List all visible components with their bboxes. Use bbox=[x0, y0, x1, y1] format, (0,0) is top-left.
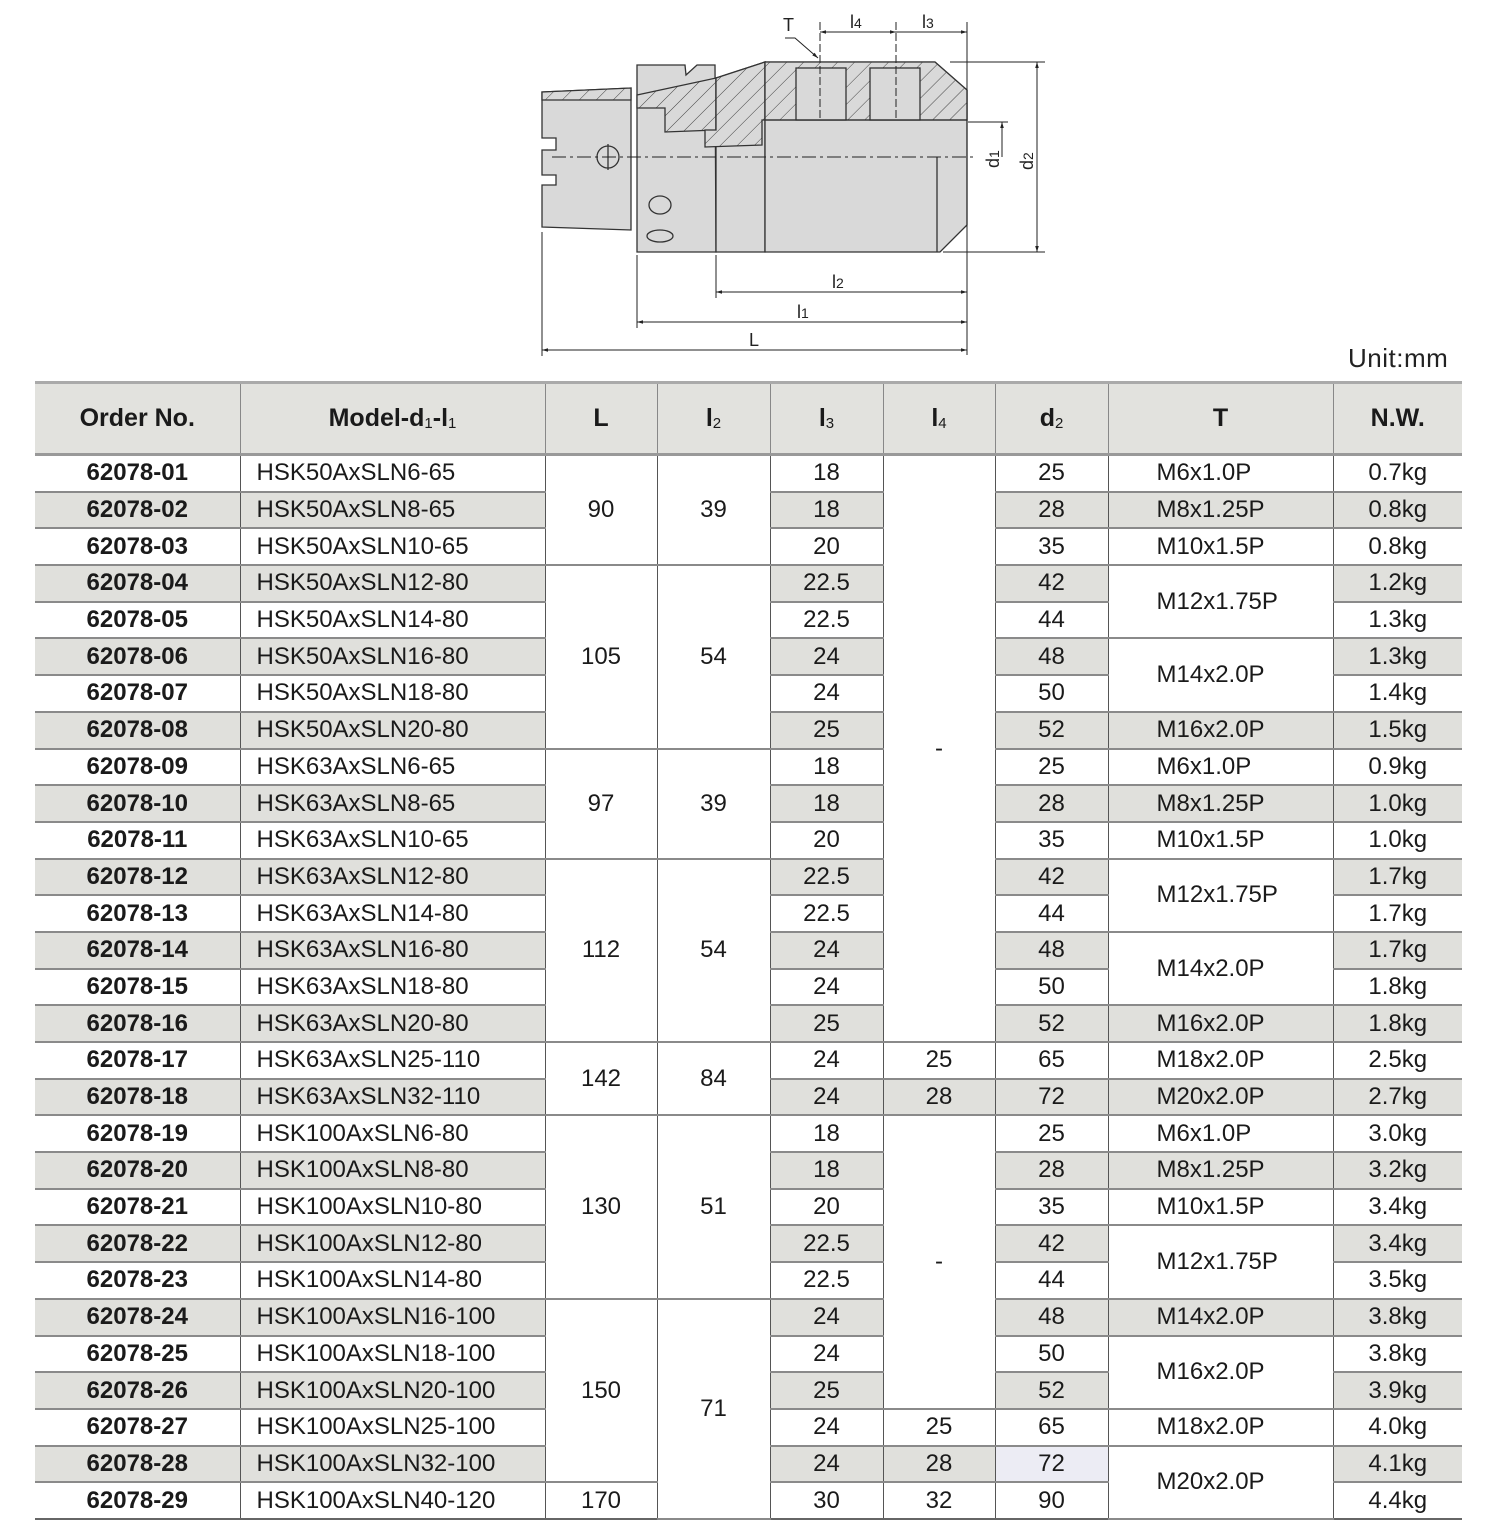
table-body bbox=[35, 455, 1462, 1519]
l3-cell: 24 bbox=[770, 932, 883, 969]
header-text: N.W. bbox=[1370, 404, 1425, 432]
model-cell: HSK100AxSLN25-100 bbox=[240, 1409, 545, 1446]
net-weight-cell: 1.8kg bbox=[1333, 1005, 1462, 1042]
l4-cell: 28 bbox=[883, 1446, 995, 1483]
model-cell: HSK100AxSLN10-80 bbox=[240, 1189, 545, 1226]
net-weight-cell: 2.5kg bbox=[1333, 1042, 1462, 1079]
d2-cell: 90 bbox=[995, 1482, 1108, 1519]
label-T: T bbox=[783, 15, 794, 35]
model-cell: HSK63AxSLN20-80 bbox=[240, 1005, 545, 1042]
d2-cell: 50 bbox=[995, 675, 1108, 712]
order-no-cell: 62078-07 bbox=[35, 675, 240, 712]
d2-cell: 65 bbox=[995, 1409, 1108, 1446]
net-weight-cell: 0.8kg bbox=[1333, 528, 1462, 565]
l3-cell: 18 bbox=[770, 455, 883, 492]
label-l3: l3 bbox=[922, 12, 934, 32]
label-l2: l2 bbox=[832, 272, 844, 292]
l3-cell: 24 bbox=[770, 638, 883, 675]
net-weight-cell: 1.0kg bbox=[1333, 785, 1462, 822]
L-cell: 150 bbox=[545, 1299, 657, 1482]
l3-cell: 24 bbox=[770, 1409, 883, 1446]
net-weight-cell: 1.7kg bbox=[1333, 932, 1462, 969]
L-cell: 90 bbox=[545, 455, 657, 566]
d2-cell: 42 bbox=[995, 565, 1108, 602]
header-subscript: 1 bbox=[424, 415, 433, 432]
net-weight-cell: 1.2kg bbox=[1333, 565, 1462, 602]
net-weight-cell: 3.8kg bbox=[1333, 1336, 1462, 1373]
l3-cell: 18 bbox=[770, 492, 883, 529]
model-cell: HSK63AxSLN12-80 bbox=[240, 859, 545, 896]
header-l2 bbox=[657, 383, 770, 455]
net-weight-cell: 3.5kg bbox=[1333, 1262, 1462, 1299]
model-cell: HSK63AxSLN14-80 bbox=[240, 895, 545, 932]
d2-cell: 44 bbox=[995, 1262, 1108, 1299]
l2-cell: 39 bbox=[657, 749, 770, 859]
order-no-cell: 62078-23 bbox=[35, 1262, 240, 1299]
table-row bbox=[35, 455, 1462, 492]
order-no-cell: 62078-04 bbox=[35, 565, 240, 602]
l3-cell: 20 bbox=[770, 528, 883, 565]
order-no-cell: 62078-22 bbox=[35, 1225, 240, 1262]
d2-cell: 52 bbox=[995, 1005, 1108, 1042]
table-row bbox=[35, 1299, 1462, 1336]
l3-cell: 22.5 bbox=[770, 565, 883, 602]
thread-cell: M10x1.5P bbox=[1108, 1189, 1333, 1226]
net-weight-cell: 4.1kg bbox=[1333, 1446, 1462, 1483]
l4-cell: 28 bbox=[883, 1079, 995, 1116]
l2-cell: 54 bbox=[657, 565, 770, 748]
l2-cell: 84 bbox=[657, 1042, 770, 1115]
l3-cell: 24 bbox=[770, 969, 883, 1006]
thread-cell: M14x2.0P bbox=[1108, 932, 1333, 1005]
order-no-cell: 62078-17 bbox=[35, 1042, 240, 1079]
order-no-cell: 62078-21 bbox=[35, 1189, 240, 1226]
header-T bbox=[1108, 383, 1333, 455]
tool-holder-drawing bbox=[0, 0, 1485, 370]
d2-cell: 28 bbox=[995, 1152, 1108, 1189]
net-weight-cell: 1.3kg bbox=[1333, 638, 1462, 675]
header-l3 bbox=[770, 383, 883, 455]
model-cell: HSK100AxSLN8-80 bbox=[240, 1152, 545, 1189]
model-cell: HSK100AxSLN6-80 bbox=[240, 1115, 545, 1152]
model-cell: HSK100AxSLN14-80 bbox=[240, 1262, 545, 1299]
d2-cell: 25 bbox=[995, 1115, 1108, 1152]
L-cell: 97 bbox=[545, 749, 657, 859]
l4-cell: - bbox=[883, 1115, 995, 1409]
order-no-cell: 62078-05 bbox=[35, 602, 240, 639]
d2-cell: 72 bbox=[995, 1446, 1108, 1483]
model-cell: HSK50AxSLN20-80 bbox=[240, 712, 545, 749]
header-subscript: 1 bbox=[448, 415, 457, 432]
thread-cell: M16x2.0P bbox=[1108, 1005, 1333, 1042]
l3-cell: 22.5 bbox=[770, 602, 883, 639]
L-cell: 112 bbox=[545, 859, 657, 1042]
thread-cell: M6x1.0P bbox=[1108, 749, 1333, 786]
model-cell: HSK63AxSLN32-110 bbox=[240, 1079, 545, 1116]
d2-cell: 72 bbox=[995, 1079, 1108, 1116]
thread-cell: M8x1.25P bbox=[1108, 1152, 1333, 1189]
order-no-cell: 62078-28 bbox=[35, 1446, 240, 1483]
label-l4: l4 bbox=[850, 12, 862, 32]
unit-label: Unit:mm bbox=[1348, 343, 1449, 373]
thread-cell: M16x2.0P bbox=[1108, 1336, 1333, 1409]
header-subscript: 2 bbox=[712, 415, 722, 432]
l3-cell: 22.5 bbox=[770, 859, 883, 896]
l4-cell: 25 bbox=[883, 1042, 995, 1079]
model-cell: HSK100AxSLN18-100 bbox=[240, 1336, 545, 1373]
model-cell: HSK100AxSLN40-120 bbox=[240, 1482, 545, 1519]
l4-cell: 32 bbox=[883, 1482, 995, 1519]
order-no-cell: 62078-15 bbox=[35, 969, 240, 1006]
l2-cell: 54 bbox=[657, 859, 770, 1042]
header-subscript: 4 bbox=[938, 415, 947, 432]
l3-cell: 24 bbox=[770, 1336, 883, 1373]
model-cell: HSK50AxSLN16-80 bbox=[240, 638, 545, 675]
net-weight-cell: 1.4kg bbox=[1333, 675, 1462, 712]
l3-cell: 20 bbox=[770, 1189, 883, 1226]
header-text: T bbox=[1212, 404, 1229, 432]
order-no-cell: 62078-26 bbox=[35, 1372, 240, 1409]
header-l4 bbox=[883, 383, 995, 455]
header-L bbox=[545, 383, 657, 455]
model-cell: HSK100AxSLN20-100 bbox=[240, 1372, 545, 1409]
thread-cell: M6x1.0P bbox=[1108, 1115, 1333, 1152]
model-cell: HSK63AxSLN10-65 bbox=[240, 822, 545, 859]
header-subscript: 3 bbox=[825, 415, 835, 432]
order-no-cell: 62078-02 bbox=[35, 492, 240, 529]
thread-cell: M18x2.0P bbox=[1108, 1042, 1333, 1079]
order-no-cell: 62078-10 bbox=[35, 785, 240, 822]
thread-cell: M8x1.25P bbox=[1108, 785, 1333, 822]
l3-cell: 18 bbox=[770, 1115, 883, 1152]
net-weight-cell: 2.7kg bbox=[1333, 1079, 1462, 1116]
net-weight-cell: 1.3kg bbox=[1333, 602, 1462, 639]
net-weight-cell: 1.8kg bbox=[1333, 969, 1462, 1006]
net-weight-cell: 0.9kg bbox=[1333, 749, 1462, 786]
order-no-cell: 62078-08 bbox=[35, 712, 240, 749]
order-no-cell: 62078-13 bbox=[35, 895, 240, 932]
model-cell: HSK63AxSLN8-65 bbox=[240, 785, 545, 822]
model-cell: HSK100AxSLN12-80 bbox=[240, 1225, 545, 1262]
order-no-cell: 62078-25 bbox=[35, 1336, 240, 1373]
order-no-cell: 62078-14 bbox=[35, 932, 240, 969]
l3-cell: 24 bbox=[770, 1042, 883, 1079]
d2-cell: 44 bbox=[995, 602, 1108, 639]
order-no-cell: 62078-01 bbox=[35, 455, 240, 492]
thread-cell: M20x2.0P bbox=[1108, 1079, 1333, 1116]
thread-cell: M16x2.0P bbox=[1108, 712, 1333, 749]
d2-cell: 52 bbox=[995, 712, 1108, 749]
net-weight-cell: 1.0kg bbox=[1333, 822, 1462, 859]
table-header-row bbox=[35, 383, 1462, 455]
model-cell: HSK50AxSLN8-65 bbox=[240, 492, 545, 529]
l3-cell: 22.5 bbox=[770, 895, 883, 932]
order-no-cell: 62078-06 bbox=[35, 638, 240, 675]
order-no-cell: 62078-11 bbox=[35, 822, 240, 859]
hsk-taper bbox=[542, 88, 631, 230]
label-d2: d2 bbox=[1017, 152, 1037, 170]
d2-cell: 50 bbox=[995, 969, 1108, 1006]
header-text: l bbox=[818, 404, 826, 432]
net-weight-cell: 3.9kg bbox=[1333, 1372, 1462, 1409]
header-text: -l bbox=[432, 404, 449, 432]
header-text: l bbox=[705, 404, 713, 432]
table-row bbox=[35, 859, 1462, 896]
table-row bbox=[35, 1042, 1462, 1079]
net-weight-cell: 1.7kg bbox=[1333, 859, 1462, 896]
header-nw bbox=[1333, 383, 1462, 455]
order-no-cell: 62078-29 bbox=[35, 1482, 240, 1519]
d2-cell: 25 bbox=[995, 749, 1108, 786]
thread-cell: M20x2.0P bbox=[1108, 1446, 1333, 1519]
d2-cell: 35 bbox=[995, 822, 1108, 859]
order-no-cell: 62078-20 bbox=[35, 1152, 240, 1189]
net-weight-cell: 3.0kg bbox=[1333, 1115, 1462, 1152]
thread-cell: M6x1.0P bbox=[1108, 455, 1333, 492]
l3-cell: 25 bbox=[770, 1372, 883, 1409]
d2-cell: 44 bbox=[995, 895, 1108, 932]
l3-cell: 20 bbox=[770, 822, 883, 859]
order-no-cell: 62078-12 bbox=[35, 859, 240, 896]
thread-cell: M12x1.75P bbox=[1108, 1225, 1333, 1298]
model-cell: HSK63AxSLN6-65 bbox=[240, 749, 545, 786]
thread-cell: M12x1.75P bbox=[1108, 859, 1333, 932]
l3-cell: 30 bbox=[770, 1482, 883, 1519]
model-cell: HSK50AxSLN14-80 bbox=[240, 602, 545, 639]
l2-cell: 51 bbox=[657, 1115, 770, 1298]
label-l1: l1 bbox=[797, 302, 809, 322]
net-weight-cell: 3.2kg bbox=[1333, 1152, 1462, 1189]
L-cell: 105 bbox=[545, 565, 657, 748]
header-text: d bbox=[1039, 404, 1055, 432]
l3-cell: 24 bbox=[770, 1079, 883, 1116]
L-cell: 170 bbox=[545, 1482, 657, 1519]
l3-cell: 22.5 bbox=[770, 1225, 883, 1262]
net-weight-cell: 3.4kg bbox=[1333, 1225, 1462, 1262]
order-no-cell: 62078-19 bbox=[35, 1115, 240, 1152]
d2-cell: 35 bbox=[995, 528, 1108, 565]
l3-cell: 18 bbox=[770, 749, 883, 786]
header-subscript: 2 bbox=[1054, 415, 1064, 432]
l3-cell: 25 bbox=[770, 712, 883, 749]
header-text: L bbox=[593, 404, 609, 432]
thread-cell: M10x1.5P bbox=[1108, 822, 1333, 859]
model-cell: HSK100AxSLN32-100 bbox=[240, 1446, 545, 1483]
d2-cell: 52 bbox=[995, 1372, 1108, 1409]
net-weight-cell: 3.4kg bbox=[1333, 1189, 1462, 1226]
header-model bbox=[240, 383, 545, 455]
model-cell: HSK63AxSLN16-80 bbox=[240, 932, 545, 969]
model-cell: HSK50AxSLN6-65 bbox=[240, 455, 545, 492]
thread-cell: M14x2.0P bbox=[1108, 638, 1333, 711]
l4-cell: - bbox=[883, 455, 995, 1043]
thread-cell: M14x2.0P bbox=[1108, 1299, 1333, 1336]
table-row bbox=[35, 565, 1462, 602]
net-weight-cell: 3.8kg bbox=[1333, 1299, 1462, 1336]
d2-cell: 42 bbox=[995, 859, 1108, 896]
header-text: l bbox=[931, 404, 939, 432]
order-no-cell: 62078-09 bbox=[35, 749, 240, 786]
order-no-cell: 62078-18 bbox=[35, 1079, 240, 1116]
table-row bbox=[35, 1115, 1462, 1152]
L-cell: 142 bbox=[545, 1042, 657, 1115]
thread-cell: M18x2.0P bbox=[1108, 1409, 1333, 1446]
d2-cell: 28 bbox=[995, 785, 1108, 822]
net-weight-cell: 1.7kg bbox=[1333, 895, 1462, 932]
model-cell: HSK63AxSLN18-80 bbox=[240, 969, 545, 1006]
l3-cell: 24 bbox=[770, 675, 883, 712]
order-no-cell: 62078-27 bbox=[35, 1409, 240, 1446]
l3-cell: 25 bbox=[770, 1005, 883, 1042]
d2-cell: 48 bbox=[995, 1299, 1108, 1336]
net-weight-cell: 0.7kg bbox=[1333, 455, 1462, 492]
header-d2 bbox=[995, 383, 1108, 455]
table-row bbox=[35, 749, 1462, 786]
label-d1: d1 bbox=[983, 150, 1003, 168]
model-cell: HSK100AxSLN16-100 bbox=[240, 1299, 545, 1336]
order-no-cell: 62078-16 bbox=[35, 1005, 240, 1042]
model-cell: HSK63AxSLN25-110 bbox=[240, 1042, 545, 1079]
l2-cell: 71 bbox=[657, 1299, 770, 1519]
thread-cell: M8x1.25P bbox=[1108, 492, 1333, 529]
thread-cell: M12x1.75P bbox=[1108, 565, 1333, 638]
model-cell: HSK50AxSLN12-80 bbox=[240, 565, 545, 602]
l4-cell: 25 bbox=[883, 1409, 995, 1446]
d2-cell: 48 bbox=[995, 638, 1108, 675]
header-text: Order No. bbox=[79, 404, 195, 432]
header-order-no bbox=[35, 383, 240, 455]
d2-cell: 28 bbox=[995, 492, 1108, 529]
L-cell: 130 bbox=[545, 1115, 657, 1298]
model-cell: HSK50AxSLN10-65 bbox=[240, 528, 545, 565]
net-weight-cell: 1.5kg bbox=[1333, 712, 1462, 749]
l3-cell: 22.5 bbox=[770, 1262, 883, 1299]
d2-cell: 50 bbox=[995, 1336, 1108, 1373]
order-no-cell: 62078-24 bbox=[35, 1299, 240, 1336]
header-text: Model-d bbox=[328, 404, 425, 432]
d2-cell: 65 bbox=[995, 1042, 1108, 1079]
net-weight-cell: 4.0kg bbox=[1333, 1409, 1462, 1446]
order-no-cell: 62078-03 bbox=[35, 528, 240, 565]
d2-cell: 35 bbox=[995, 1189, 1108, 1226]
d2-cell: 25 bbox=[995, 455, 1108, 492]
l2-cell: 39 bbox=[657, 455, 770, 566]
l3-cell: 18 bbox=[770, 785, 883, 822]
l3-cell: 24 bbox=[770, 1299, 883, 1336]
thread-cell: M10x1.5P bbox=[1108, 528, 1333, 565]
model-cell: HSK50AxSLN18-80 bbox=[240, 675, 545, 712]
net-weight-cell: 4.4kg bbox=[1333, 1482, 1462, 1519]
net-weight-cell: 0.8kg bbox=[1333, 492, 1462, 529]
d2-cell: 42 bbox=[995, 1225, 1108, 1262]
d2-cell: 48 bbox=[995, 932, 1108, 969]
specification-table bbox=[35, 381, 1462, 1520]
l3-cell: 18 bbox=[770, 1152, 883, 1189]
l3-cell: 24 bbox=[770, 1446, 883, 1483]
label-L: L bbox=[749, 330, 760, 350]
